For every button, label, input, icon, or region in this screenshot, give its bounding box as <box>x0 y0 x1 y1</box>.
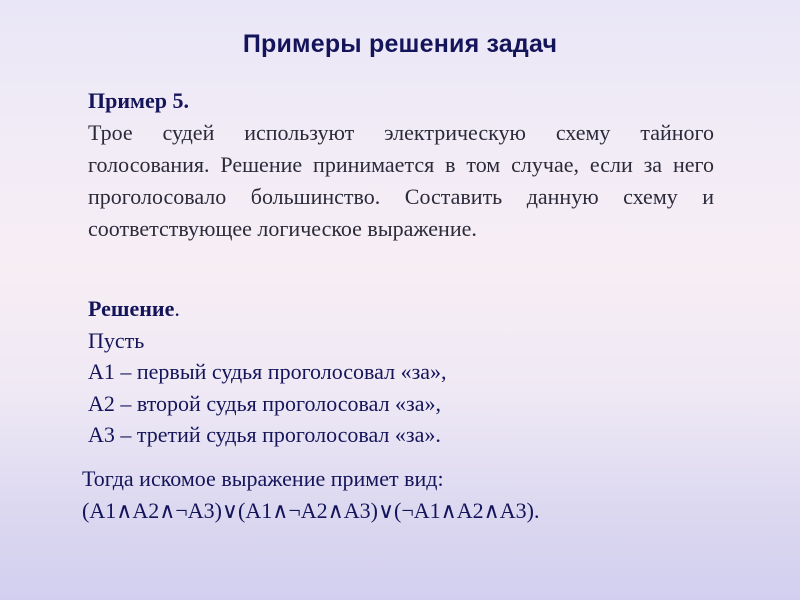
solution-line-let: Пусть <box>88 327 145 353</box>
example-heading: Пример 5. <box>88 88 190 113</box>
logical-expression: (А1∧А2∧¬А3)∨(А1∧¬А2∧А3)∨(¬А1∧А2∧А3). <box>82 498 540 523</box>
example-problem-text: Трое судей используют электрическую схему тайного голосования. Решение принимается в том случае, если за него проголосовало большинство. Составить данную схему и соответствующее логическое выражение. <box>88 120 714 241</box>
solution-block <box>88 293 714 451</box>
example-block <box>88 85 714 245</box>
slide-title: Примеры решения задач <box>242 30 558 58</box>
solution-line-a2: А2 – второй судья проголосовал «за», <box>88 390 441 416</box>
solution-heading: Решение <box>88 296 175 321</box>
solution-heading-suffix: . <box>174 296 180 321</box>
conclusion-block <box>82 463 722 527</box>
solution-heading-line <box>88 293 714 325</box>
solution-line-a3: А3 – третий судья проголосовал «за». <box>88 422 441 447</box>
solution-line-a1: А1 – первый судья проголосовал «за», <box>88 359 447 384</box>
conclusion-intro: Тогда искомое выражение примет вид: <box>82 466 444 491</box>
